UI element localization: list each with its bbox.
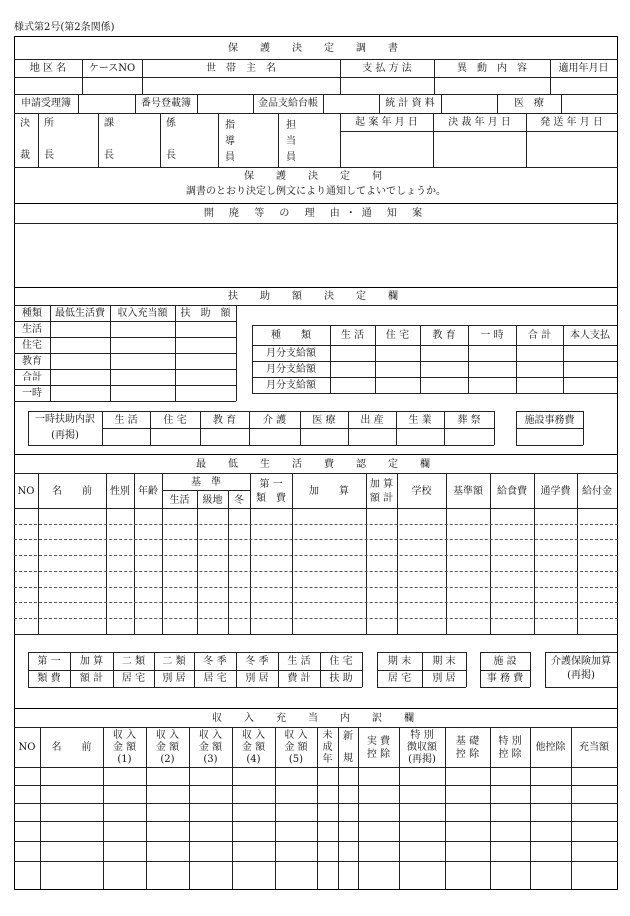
- shunyu-header-3-c: (2): [160, 754, 175, 765]
- h-rule: [14, 785, 618, 786]
- fujo-right-header-0: 種 類: [271, 330, 311, 341]
- shunyu-header-12-b: 控 除: [498, 749, 522, 760]
- ichiji-col-6: 生 業: [408, 415, 432, 426]
- shunyu-header-10-b: 徴収額: [407, 742, 437, 753]
- saitei-summary-top-7: 住 宅: [329, 656, 353, 667]
- dashed-rule: [14, 571, 618, 572]
- dashed-rule: [14, 539, 618, 540]
- v-rule: [110, 305, 111, 401]
- saitei-header-name: 名 前: [52, 486, 92, 497]
- shunyu-header-7-a: 未: [322, 730, 333, 741]
- approval-date-0: 起 案 年 月 日: [355, 117, 418, 128]
- v-rule: [278, 113, 279, 167]
- h-rule: [28, 445, 494, 446]
- fujo-right-header-4: 一 時: [480, 330, 504, 341]
- saitei-summary-bottom-1: 額 計: [79, 673, 104, 684]
- h-rule: [14, 337, 236, 338]
- fujo-left-row-2: 教育: [22, 356, 42, 367]
- saitei-kimatsu-top-0: 期 末: [387, 656, 412, 667]
- row1-header-2: 世 帯 主 名: [206, 63, 276, 74]
- kacho-label-bottom: 長: [104, 150, 114, 161]
- fujo-left-header-1: 最低生活費: [55, 308, 105, 319]
- v-rule: [577, 473, 578, 634]
- shunyu-header-7-b: 成: [322, 742, 333, 753]
- v-rule: [446, 473, 447, 634]
- ichiji-col-7: 葬 祭: [457, 415, 481, 426]
- inquiry-title: 保 護 決 定 伺: [244, 171, 388, 182]
- saitei-kijun-seikatsu: 生活: [169, 495, 190, 506]
- v-rule: [50, 305, 51, 401]
- fujo-right-header-6: 本人支払: [570, 330, 610, 341]
- fujo-right-row-0: 月分支給額: [266, 348, 316, 359]
- saitei-summary-top-6: 生 活: [287, 656, 311, 667]
- h-rule: [14, 767, 618, 768]
- ichiji-col-4: 医 療: [312, 415, 336, 426]
- fujo-right-header-2: 住 宅: [385, 330, 410, 341]
- shunyu-header-4-a: 収 入: [198, 730, 223, 741]
- saitei-header-age: 年齢: [138, 486, 158, 497]
- saitei-header-kijun: 基 準: [191, 477, 221, 488]
- v-rule: [292, 473, 293, 634]
- v-rule: [228, 490, 229, 634]
- shunyu-header-4-c: (3): [203, 754, 218, 765]
- h-rule: [102, 428, 494, 429]
- row2-header-3: 統 計 資 料: [385, 98, 435, 109]
- h-rule: [14, 841, 618, 842]
- shunyu-header-0: NO: [18, 742, 36, 753]
- shunyu-header-11-b: 控 除: [455, 749, 480, 760]
- row1-header-4: 異 動 内 容: [457, 63, 527, 74]
- shunyu-header-10-a: 特 別: [410, 730, 434, 741]
- saitei-header-kasan-total-sub: 額 計: [369, 493, 394, 504]
- shunyu-header-3-a: 収 入: [155, 730, 180, 741]
- kakaricho-label-bottom: 長: [166, 150, 176, 161]
- h-rule: [516, 411, 583, 412]
- tanto-label: 担当員: [286, 120, 296, 163]
- ichiji-col-0: 生 活: [114, 415, 138, 426]
- v-rule: [134, 473, 135, 634]
- saitei-shisetsu-top: 施 設: [493, 656, 517, 667]
- v-rule: [38, 113, 39, 167]
- shunyu-header-13: 他控除: [535, 742, 566, 753]
- row2-header-0: 申請受理簿: [21, 98, 71, 109]
- approval-date-2: 発 送 年 月 日: [540, 117, 603, 128]
- shunyu-title: 収 入 充 当 内 訳 欄: [212, 713, 420, 724]
- v-rule: [38, 473, 39, 634]
- shunyu-header-8-a: 新: [343, 731, 353, 742]
- saitei-summary-bottom-5: 別 居: [245, 673, 269, 684]
- dashed-rule: [14, 524, 618, 525]
- sai-label: 裁: [20, 150, 30, 161]
- saitei-title: 最 低 生 活 費 認 定 欄: [196, 459, 436, 470]
- saitei-kimatsu-bottom-0: 居 宅: [387, 673, 412, 684]
- h-rule: [516, 428, 583, 429]
- saitei-header-no: NO: [17, 486, 35, 497]
- fujo-left-row-3: 合計: [22, 372, 42, 383]
- dashed-rule: [14, 602, 618, 603]
- h-rule: [28, 652, 362, 653]
- row2-header-1: 番号登載簿: [141, 98, 191, 109]
- saitei-summary-top-3: 二 類: [162, 656, 186, 667]
- h-rule: [14, 353, 236, 354]
- saitei-summary-bottom-7: 扶 助: [329, 673, 353, 684]
- saitei-header-kasan: 加 算: [309, 486, 349, 497]
- saitei-kaigo-bottom: (再掲): [567, 670, 595, 681]
- h-rule: [14, 305, 236, 306]
- shunyu-header-11-a: 基 礎: [455, 736, 480, 747]
- ichiji-col-1: 住 宅: [163, 415, 187, 426]
- kettei-label: 決: [20, 118, 30, 129]
- dashed-rule: [14, 587, 618, 588]
- reason-title: 開 廃 等 の 理 由・通 知 案: [203, 208, 429, 219]
- ichiji-col-5: 出 産: [360, 415, 384, 426]
- ichiji-label: 一時扶助内訳: [35, 414, 95, 425]
- v-rule: [530, 652, 531, 687]
- h-rule: [14, 385, 236, 386]
- row2-header-2: 金品支給台帳: [258, 98, 318, 109]
- v-rule: [534, 473, 535, 634]
- shunyu-header-5-a: 収 入: [241, 730, 266, 741]
- h-rule: [545, 687, 617, 688]
- shunyu-header-14: 充当額: [579, 742, 609, 753]
- v-rule: [338, 727, 339, 889]
- saitei-summary-top-1: 加 算: [79, 656, 104, 667]
- v-rule: [466, 652, 467, 687]
- v-rule: [323, 94, 324, 113]
- h-rule: [14, 861, 618, 862]
- shunyu-header-6-a: 収 入: [284, 730, 308, 741]
- saitei-summary-top-4: 冬 季: [203, 656, 227, 667]
- fujo-left-header-2: 収入充当額: [117, 308, 168, 319]
- dashed-rule: [14, 618, 618, 619]
- saitei-header-dai1: 第 一: [259, 479, 283, 490]
- h-rule: [14, 401, 236, 402]
- v-rule: [362, 652, 363, 687]
- shunyu-header-2-a: 収 入: [112, 730, 137, 741]
- row1-header-3: 支 払 方 法: [362, 63, 412, 74]
- approval-date-1: 決 裁 年 月 日: [448, 117, 511, 128]
- saitei-summary-bottom-4: 居 宅: [203, 673, 227, 684]
- v-rule: [160, 113, 161, 167]
- ichiji-col-2: 教 育: [212, 415, 237, 426]
- saitei-header-kyufukin: 給付金: [582, 486, 612, 497]
- shunyu-header-10-c: (再掲): [408, 754, 436, 765]
- shunyu-header-1: 名 前: [51, 742, 92, 753]
- fujo-shisetsu-label: 施設事務費: [524, 415, 575, 426]
- saitei-summary-top-2: 二 類: [121, 656, 146, 667]
- row1-header-5: 適用年月日: [558, 63, 609, 74]
- fujo-right-header-1: 生 活: [340, 330, 365, 341]
- row1-header-0: 地 区 名: [29, 63, 67, 74]
- shocho-label-top: 所: [44, 118, 54, 129]
- shunyu-header-5-b: 金 額: [241, 742, 266, 753]
- h-rule: [480, 670, 530, 671]
- h-rule: [14, 821, 618, 822]
- v-rule: [98, 113, 99, 167]
- shunyu-header-3-b: 金 額: [155, 742, 180, 753]
- shunyu-header-2-b: 金 額: [112, 742, 137, 753]
- h-rule: [14, 803, 618, 804]
- kacho-label-top: 課: [104, 118, 114, 129]
- shunyu-header-2-c: (1): [117, 754, 132, 765]
- v-rule: [397, 473, 398, 634]
- fujo-title: 扶 助 額 決 定 欄: [228, 291, 404, 302]
- h-rule: [28, 687, 362, 688]
- kakaricho-label-top: 係: [166, 118, 176, 129]
- saitei-summary-bottom-0: 類 費: [37, 673, 61, 684]
- v-rule: [106, 473, 107, 634]
- v-rule: [583, 411, 584, 445]
- saitei-summary-top-0: 第 一: [37, 656, 61, 667]
- saitei-header-school: 学校: [411, 486, 432, 497]
- saitei-summary-top-5: 冬 季: [245, 656, 269, 667]
- shunyu-header-12-a: 特 別: [498, 736, 522, 747]
- h-rule: [14, 369, 236, 370]
- h-rule: [545, 652, 617, 653]
- h-rule: [28, 670, 362, 671]
- v-rule: [175, 305, 176, 401]
- saitei-header-kasan-total: 加 算: [369, 479, 394, 490]
- fujo-right-header-3: 教 育: [432, 330, 456, 341]
- shunyu-header-4-b: 金 額: [198, 742, 223, 753]
- shunyu-header-9-b: 控 除: [366, 749, 391, 760]
- saitei-header-sex: 性別: [110, 486, 130, 497]
- shunyu-header-9-a: 実 費: [366, 736, 391, 747]
- shunyu-header-7-c: 年: [322, 754, 333, 765]
- saitei-summary-bottom-2: 居 宅: [121, 673, 146, 684]
- h-rule: [14, 321, 236, 322]
- dashed-rule: [14, 555, 618, 556]
- v-rule: [236, 305, 237, 401]
- fujo-left-header-0: 種類: [22, 308, 42, 319]
- saitei-summary-bottom-6: 費 計: [287, 673, 311, 684]
- v-rule: [494, 411, 495, 445]
- saitei-kaigo-top: 介護保険加算: [551, 656, 611, 667]
- h-rule: [516, 445, 583, 446]
- h-rule: [14, 508, 618, 509]
- saitei-header-kijungaku: 基準額: [453, 486, 483, 497]
- shunyu-header-5-c: (4): [246, 754, 261, 765]
- h-rule: [162, 490, 250, 491]
- shunyu-header-6-c: (5): [288, 754, 304, 765]
- v-rule: [490, 473, 491, 634]
- ichiji-col-3: 介 護: [262, 415, 287, 426]
- saitei-summary-bottom-3: 別 居: [162, 673, 186, 684]
- h-rule: [28, 411, 494, 412]
- row2-header-4: 医 療: [514, 98, 544, 109]
- shocho-label-bottom: 長: [44, 150, 54, 161]
- ichiji-sub-label: (再掲): [51, 430, 79, 441]
- h-rule: [340, 131, 617, 132]
- form-number: 様式第2号(第2条関係): [14, 22, 115, 33]
- v-rule: [197, 490, 198, 634]
- fujo-left-header-3: 扶 助 額: [180, 308, 231, 319]
- v-rule: [561, 94, 562, 113]
- fujo-left-row-1: 住宅: [22, 340, 42, 351]
- saitei-kimatsu-top-1: 期 末: [432, 656, 456, 667]
- fujo-left-row-0: 生活: [22, 324, 42, 335]
- h-rule: [377, 687, 466, 688]
- saitei-header-dai1-sub: 類 費: [256, 493, 286, 504]
- v-rule: [197, 94, 198, 113]
- form-title: 保 護 決 定 調 書: [228, 43, 404, 54]
- saitei-kijun-fuyu: 冬: [234, 495, 244, 506]
- saitei-header-kyushoku: 給食費: [497, 486, 527, 497]
- v-rule: [218, 113, 219, 167]
- fujo-right-row-1: 月分支給額: [266, 364, 316, 375]
- h-rule: [480, 652, 530, 653]
- fujo-right-row-2: 月分支給額: [266, 380, 316, 391]
- v-rule: [441, 94, 442, 113]
- saitei-kimatsu-bottom-1: 別 居: [432, 673, 456, 684]
- shidoin-label: 指導員: [225, 120, 235, 163]
- shunyu-header-6-b: 金 額: [284, 742, 308, 753]
- inquiry-text: 調書のとおり決定し例文により通知してよいでしょうか。: [186, 186, 446, 197]
- saitei-header-tsugaku: 通学費: [540, 486, 571, 497]
- h-rule: [252, 393, 617, 394]
- fujo-right-header-5: 合 計: [527, 330, 552, 341]
- v-rule: [78, 94, 79, 113]
- row1-header-1: ケースNO: [88, 63, 136, 74]
- shunyu-header-8-c: 規: [343, 753, 353, 764]
- h-rule: [14, 634, 618, 635]
- saitei-kijun-kyuchi: 級地: [202, 495, 223, 506]
- h-rule: [480, 687, 530, 688]
- saitei-shisetsu-bottom: 事 務 費: [486, 673, 524, 684]
- fujo-left-row-4: 一時: [22, 388, 42, 399]
